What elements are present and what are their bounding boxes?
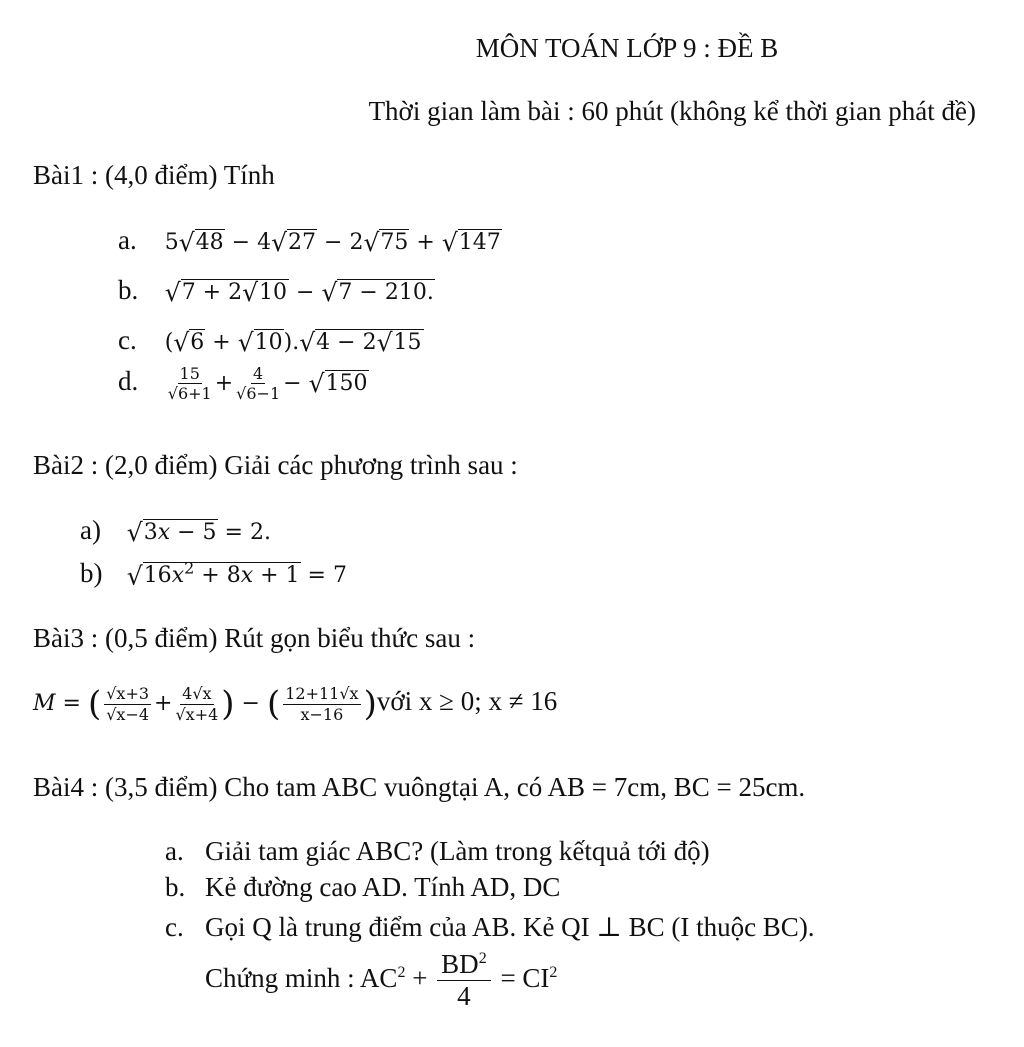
bai4-heading: Bài4 : (3,5 điểm) Cho tam ABC vuôngtại A, có AB = 7cm, BC = 25cm. xyxy=(33,772,806,802)
bai4-item-b: b. Kẻ đường cao AD. Tính AD, DC xyxy=(165,872,561,902)
item-label: b. xyxy=(165,872,186,902)
item-label: a. xyxy=(165,836,184,866)
bai2-item-a xyxy=(80,515,271,547)
bai4-item-a: a. Giải tam giác ABC? (Làm trong kếtquả tới độ) xyxy=(165,836,710,866)
bai3-expression xyxy=(33,684,557,724)
page-title: MÔN TOÁN LỚP 9 : ĐỀ B xyxy=(475,33,779,63)
prove-label: Chứng minh : xyxy=(205,963,355,994)
bai1-item-c xyxy=(118,325,424,357)
bai3-heading: Bài3 : (0,5 điểm) Rút gọn biểu thức sau : xyxy=(33,623,476,653)
bai1-heading: Bài1 : (4,0 điểm) Tính xyxy=(33,160,275,190)
item-label: c. xyxy=(118,325,137,355)
bai3-condition: với x ≥ 0; x ≠ 16 xyxy=(376,686,558,716)
bai4-prove xyxy=(205,950,557,1012)
math-expression: √7 + 2√10 − √7 − 210. xyxy=(164,278,434,307)
math-expression: 5√48 − 4√27 − 2√75 + √147 xyxy=(164,228,501,257)
math-expression: $√16x^2 + 8x + 1 = 7$ xyxy=(126,558,347,590)
item-label: b) xyxy=(80,558,103,588)
bai4-item-c: c. Gọi Q là trung điểm của AB. Kẻ QI ⊥ BC (I thuộc BC). xyxy=(165,912,815,942)
math-expression: (√6 + √10).√4 − 2√15 xyxy=(164,328,422,357)
math-expression: $AC^2$ + $\frac{BD^2}{4}$ = $CI^2$ xyxy=(359,949,558,1011)
math-expression: √3x − 5 = 2. xyxy=(126,518,271,547)
bai1-item-a xyxy=(118,225,502,257)
item-label: c. xyxy=(165,912,184,942)
item-label: b. xyxy=(118,275,139,305)
bai1-item-b xyxy=(118,275,435,307)
item-label: d. xyxy=(118,365,139,396)
bai2-heading: Bài2 : (2,0 điểm) Giải các phương trình sau : xyxy=(33,450,518,480)
item-label: a) xyxy=(80,515,101,545)
bai1-item-d xyxy=(118,364,369,403)
math-expression: $\frac{15}{√6+1}$ + $\frac{4}{√6-1}$ − √150 xyxy=(167,364,368,404)
bai2-item-b xyxy=(80,558,347,590)
item-label: a. xyxy=(118,225,137,255)
page-subtitle: Thời gian làm bài : 60 phút (không kể thời gian phát đề) xyxy=(368,96,976,126)
math-expression: M = ( $\frac{√x+3}{√x-4}$ + $\frac{4√x}{√x+4}$ ) − ( $\frac{12+11√x}{x-16}$ ) xyxy=(33,684,377,724)
